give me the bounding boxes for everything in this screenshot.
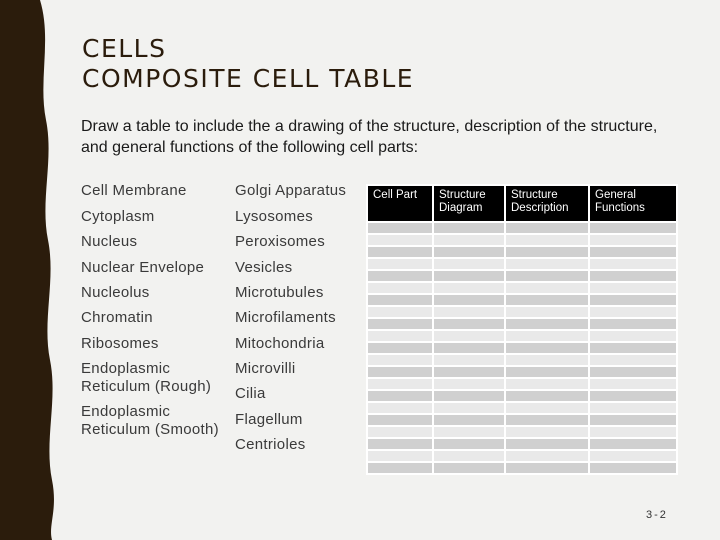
table-cell [433, 354, 505, 366]
table-cell [367, 354, 433, 366]
table-cell [367, 426, 433, 438]
table-row [367, 354, 677, 366]
table-row [367, 222, 677, 234]
page-number: 3-2 [646, 509, 668, 521]
table-cell [433, 282, 505, 294]
table-cell [433, 462, 505, 474]
cell-parts-column-1 [81, 182, 231, 439]
table-cell [589, 366, 677, 378]
cell-part-item: Centrioles [235, 436, 306, 453]
table-cell [505, 258, 589, 270]
table-row [367, 270, 677, 282]
table-row [367, 366, 677, 378]
table-cell [367, 318, 433, 330]
cell-part-item: Nucleus [81, 233, 138, 250]
table-cell [589, 282, 677, 294]
table-cell [589, 306, 677, 318]
table-cell [367, 438, 433, 450]
table-cell [433, 222, 505, 234]
table-row [367, 306, 677, 318]
cell-parts-column-2 [235, 182, 365, 454]
page-title [82, 34, 414, 94]
table-cell [589, 270, 677, 282]
header-structure-description: Structure Description [505, 185, 589, 222]
title-line-1: CELLS [82, 34, 167, 63]
left-decorative-band [0, 0, 60, 540]
table-cell [433, 258, 505, 270]
table-cell [589, 426, 677, 438]
table-header-row [367, 185, 677, 222]
table-cell [367, 414, 433, 426]
table-cell [505, 270, 589, 282]
table-cell [433, 390, 505, 402]
table-cell [505, 330, 589, 342]
table-cell [589, 390, 677, 402]
cell-part-item: Microfilaments [235, 309, 336, 326]
table-cell [505, 462, 589, 474]
table-row [367, 294, 677, 306]
table-row [367, 438, 677, 450]
cell-part-item: Vesicles [235, 259, 293, 276]
table-cell [505, 294, 589, 306]
table-cell [433, 270, 505, 282]
cell-part-item: Endoplasmic Reticulum (Smooth) [81, 403, 219, 438]
header-cell-part: Cell Part [367, 185, 433, 222]
table-row [367, 318, 677, 330]
cell-part-item: Cell Membrane [81, 182, 187, 199]
cell-part-item: Cytoplasm [81, 208, 155, 225]
table-cell [505, 414, 589, 426]
cell-part-item: Microtubules [235, 284, 324, 301]
table-cell [367, 450, 433, 462]
table-cell [433, 294, 505, 306]
table-cell [433, 366, 505, 378]
table-cell [589, 246, 677, 258]
table-cell [505, 378, 589, 390]
table-cell [433, 234, 505, 246]
table-cell [433, 402, 505, 414]
table-cell [505, 426, 589, 438]
table-body [367, 222, 677, 474]
table-cell [367, 390, 433, 402]
cell-part-item: Flagellum [235, 411, 303, 428]
instructions-text: Draw a table to include the a drawing of the structure, description of the structure, and general functions of the following cell parts: [81, 118, 658, 156]
table-cell [589, 354, 677, 366]
table-cell [367, 330, 433, 342]
table-cell [367, 306, 433, 318]
table-cell [433, 426, 505, 438]
table-cell [367, 342, 433, 354]
table-cell [367, 258, 433, 270]
table-cell [505, 354, 589, 366]
cell-part-item: Cilia [235, 385, 266, 402]
header-general-functions: General Functions [589, 185, 677, 222]
cell-part-item: Golgi Apparatus [235, 182, 347, 199]
table-cell [433, 438, 505, 450]
table-cell [433, 342, 505, 354]
table-cell [433, 246, 505, 258]
table-cell [589, 258, 677, 270]
table-row [367, 258, 677, 270]
table-cell [505, 246, 589, 258]
table-cell [589, 330, 677, 342]
table-cell [433, 330, 505, 342]
cell-part-item: Peroxisomes [235, 233, 325, 250]
table-row [367, 390, 677, 402]
table-row [367, 402, 677, 414]
table-cell [589, 222, 677, 234]
table-cell [589, 462, 677, 474]
table-cell [505, 306, 589, 318]
table-cell [433, 414, 505, 426]
table-row [367, 330, 677, 342]
cell-part-item: Ribosomes [81, 335, 159, 352]
table-cell [505, 438, 589, 450]
table-cell [505, 234, 589, 246]
cell-part-item: Mitochondria [235, 335, 325, 352]
table-cell [367, 270, 433, 282]
table-row [367, 462, 677, 474]
table-cell [367, 378, 433, 390]
cell-part-item: Chromatin [81, 309, 153, 326]
table-cell [367, 402, 433, 414]
table-cell [505, 390, 589, 402]
table-cell [505, 282, 589, 294]
table-cell [433, 450, 505, 462]
table-cell [589, 342, 677, 354]
table-cell [589, 414, 677, 426]
table-cell [367, 366, 433, 378]
composite-cell-table [366, 184, 678, 475]
table-cell [367, 246, 433, 258]
table-cell [367, 294, 433, 306]
table-row [367, 234, 677, 246]
cell-part-item: Nuclear Envelope [81, 259, 205, 276]
table-cell [589, 450, 677, 462]
table-cell [505, 222, 589, 234]
table-cell [589, 318, 677, 330]
table-row [367, 378, 677, 390]
table-row [367, 282, 677, 294]
table-cell [505, 342, 589, 354]
cell-part-item: Endoplasmic Reticulum (Rough) [81, 360, 212, 395]
table-cell [589, 294, 677, 306]
table-cell [505, 450, 589, 462]
header-structure-diagram: Structure Diagram [433, 185, 505, 222]
cell-part-item: Lysosomes [235, 208, 314, 225]
title-line-2: COMPOSITE CELL TABLE [82, 64, 415, 93]
table-row [367, 414, 677, 426]
table-cell [433, 378, 505, 390]
table-cell [433, 318, 505, 330]
table-cell [367, 462, 433, 474]
cell-part-item: Nucleolus [81, 284, 150, 301]
table-cell [367, 222, 433, 234]
table-cell [505, 318, 589, 330]
table-row [367, 246, 677, 258]
table-cell [367, 282, 433, 294]
table-row [367, 342, 677, 354]
table-row [367, 426, 677, 438]
table-cell [589, 234, 677, 246]
table-cell [505, 402, 589, 414]
table-cell [367, 234, 433, 246]
table-cell [589, 378, 677, 390]
table-cell [589, 402, 677, 414]
cell-part-item: Microvilli [235, 360, 296, 377]
table-row [367, 450, 677, 462]
table-cell [505, 366, 589, 378]
table-cell [589, 438, 677, 450]
table-cell [433, 306, 505, 318]
